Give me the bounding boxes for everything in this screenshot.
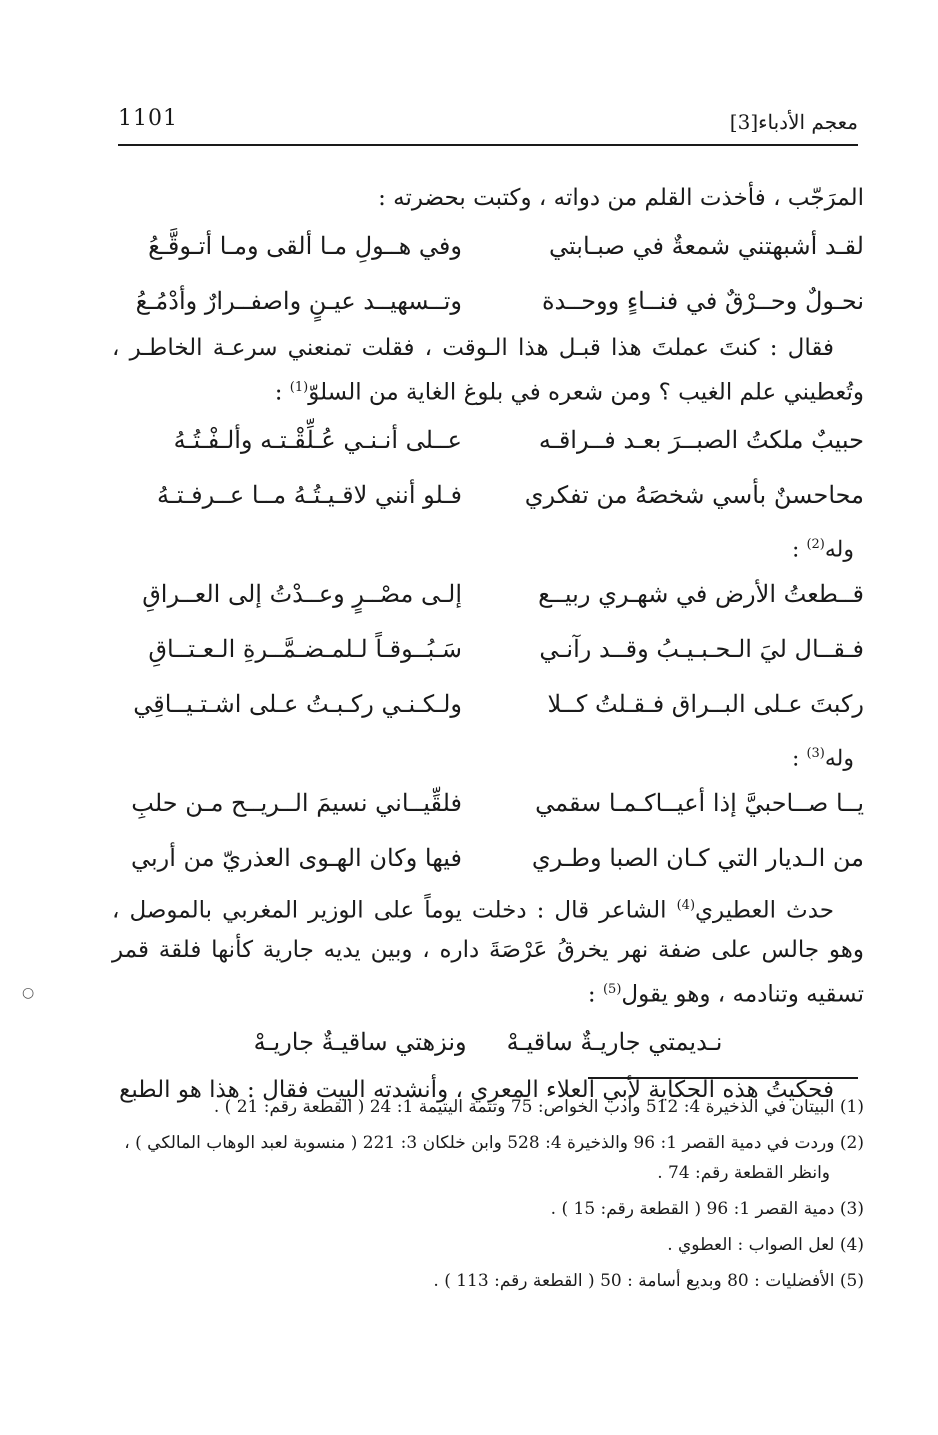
verse-line [112,776,864,831]
footnote-ref[interactable]: (4) [676,897,696,913]
poem-intro [112,732,864,776]
verse-line [112,468,864,523]
verse-line [112,831,864,886]
footnote-divider [588,1077,858,1079]
margin-mark: ○ [22,985,35,1001]
poem-1 [112,218,864,328]
footnote-ref[interactable]: (3) [806,745,825,761]
poem-intro [112,523,864,567]
footnote-item: (5) الأفضليات : 80 وبديع أسامة : 50 ( القطعة رقم: 113 ) . [433,1271,864,1291]
first-hemistich: حبيبٌ ملكتُ الصبــرَ بعـد فــراقـه [538,426,864,455]
verse-line [112,413,864,468]
poem-3 [112,567,864,732]
second-hemistich: ونزهتي ساقيـةٌ جاريـهْ [253,1028,467,1057]
first-hemistich: نـديمتي جاريـةٌ ساقيـهْ [506,1028,723,1057]
poem-2 [112,413,864,523]
first-hemistich: قــطعتُ الأرض في شهـري ربيــع [538,580,864,609]
second-hemistich: فـلو أنني لاقـيـتُـهُ مــا عــرفـتـهُ [156,481,462,510]
footnote-ref[interactable]: (1) [289,380,309,395]
first-hemistich: فـقــال ليَ الـحـبـيـبُ وقــد رآنـي [539,635,864,664]
book-title: معجم الأدباء[3] [729,110,858,134]
paragraph [112,886,864,1015]
running-header [118,104,858,146]
colon: : [587,981,603,1008]
colon: : [792,745,807,771]
verse-line [112,677,864,732]
paragraph-text: فقال : كنتَ عملتَ هذا قبـل هذا الـوقت ، فقلت تمنعني سرعـة الخاطـر ، وتُعطيني علم الغيب ؟ ومن شعره في بلوغ الغاية من السلوّ [112,335,864,406]
footnotes [112,1092,864,1302]
footnote-item: (3) دمية القصر 1: 96 ( القطعة رقم: 15 ) . [550,1199,864,1219]
opening-line: المرَجّب ، فأخذت القلم من دواته ، وكتبت بحضرته : [378,185,864,211]
second-hemistich: فلقِّيــاني نسيمَ الــريــح مـن حلبِ [131,789,462,818]
second-hemistich: وتــسهيــد عيـنٍ واصفــرارٌ وأدْمُـعُ [135,286,462,315]
verse-line [112,273,864,328]
first-hemistich: ركبتَ عـلى البــراق فـقـلتُ كــلا [547,690,864,719]
second-hemistich: عــلى أنـنـي عُـلِّقْـتـه وألـفْـتُـهُ [173,426,462,455]
first-hemistich: من الـديار التي كـان الصبا وطـري [531,844,864,873]
first-hemistich: نحـولٌ وحــرْقٌ في فنــاءٍ ووحــدة [541,286,864,315]
footnote-item: (4) لعل الصواب : العطوي . [667,1235,864,1255]
second-hemistich: وفي هــولِ مـا ألقى ومـا أتـوقَّـعُ [148,231,462,260]
footnote-ref[interactable]: (5) [602,982,622,998]
paragraph-text: الشاعر قال : دخلت يوماً على الوزير المغربي بالموصل ، وهو جالس على ضفة نهر يخرقُ عَرْصَةَ داره ، وبين يديه جارية كأنها فلقة قمر تسقيه وتنادمه ، وهو يقول [112,897,864,1008]
poem-4 [112,776,864,886]
colon: : [274,379,290,406]
main-text [112,178,864,1110]
second-hemistich: ولـكـنـي ركـبـتُ عـلى اشـتـيــاقِي [133,690,462,719]
second-hemistich: فيها وكان الهـوى العذريّ من أربي [130,844,462,873]
paragraph [112,328,864,413]
second-hemistich: سَـبُــوقـاً لـلمـضـمَّــرةِ الـعـتــاقِ [148,635,462,664]
footnote-item: (2) وردت في دمية القصر 1: 96 والذخيرة 4: 528 وابن خلكان 3: 221 ( منسوبة لعبد الوهاب المالكي ) ، وانظر القطعة رقم: 74 . [124,1133,864,1183]
verse-line [112,567,864,622]
second-hemistich: إلـى مصْــرٍ وعــدْتُ إلى العــراقِ [142,580,462,609]
paragraph-text: حدث العطيري [695,897,835,924]
first-hemistich: لقـد أشبهتني شمعةٌ في صبـابتي [549,231,864,260]
colon: : [792,536,807,562]
verse-line [112,1015,864,1070]
intro-text: وله [824,536,854,562]
first-hemistich: يــا صــاحبيَّ إذا أعيــاكـمـا سقمي [535,789,864,818]
verse-line [112,622,864,677]
intro-text: وله [824,745,854,771]
closing-line: فحكيتُ هذه الحكاية لأبي العلاء المعري ، وأنشدته البيت فقال : هذا هو الطبع [119,1076,834,1103]
first-hemistich: محاحسنٌ بأسي شخصَهُ من تفكري [524,481,864,510]
verse-line [112,218,864,273]
footnote-ref[interactable]: (2) [806,536,825,552]
footnote-item: (1) البيتان في الذخيرة 4: 512 وأدب الخواص: 75 وتتمة اليتيمة 1: 24 ( القطعة رقم: 21 ) . [213,1097,864,1117]
page-number: 1101 [118,106,178,131]
